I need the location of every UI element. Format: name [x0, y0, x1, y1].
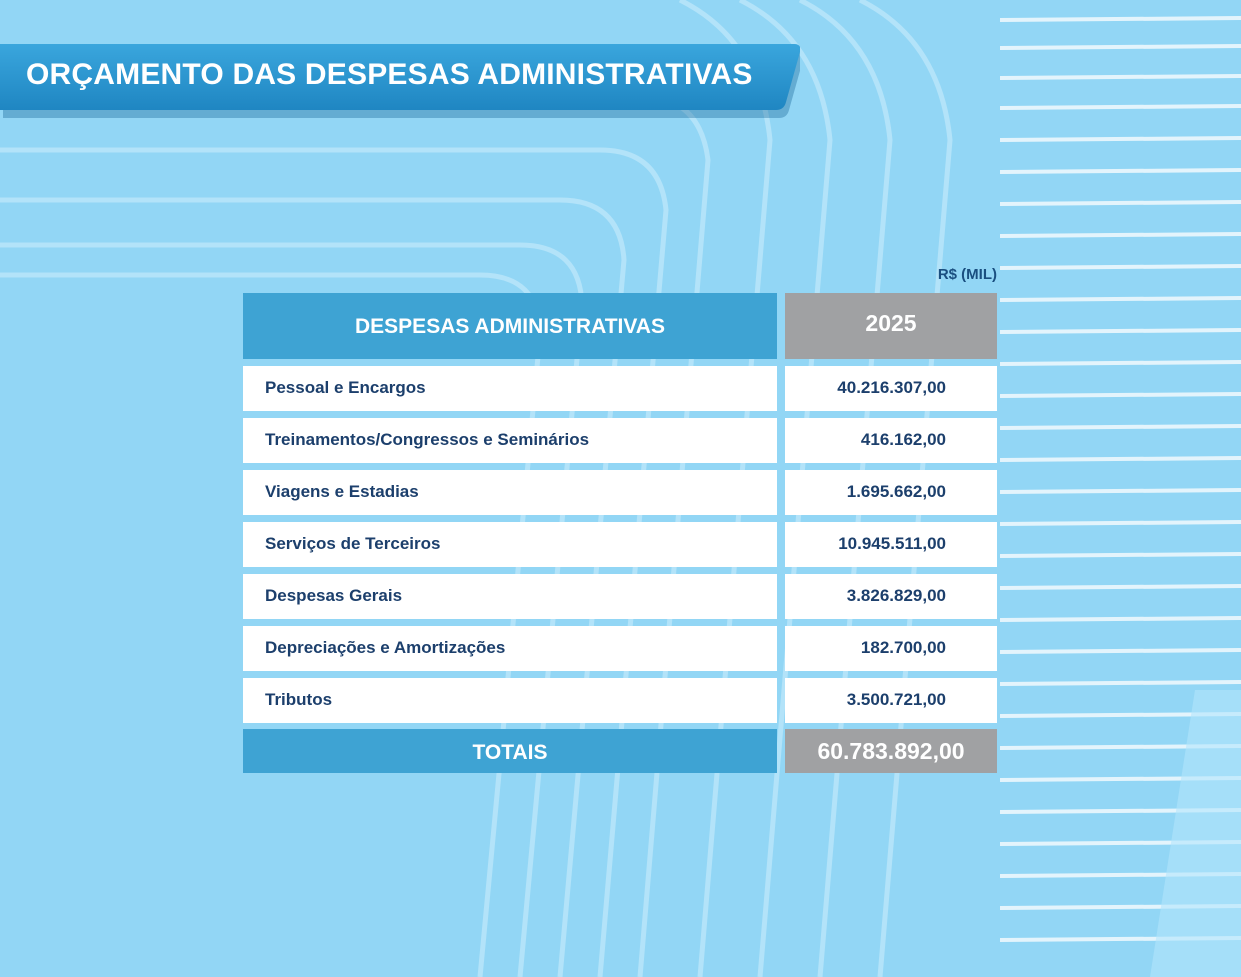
table-row-value: 10.945.511,00	[785, 522, 997, 567]
table-row-label: Tributos	[243, 678, 777, 723]
table-row-value: 1.695.662,00	[785, 470, 997, 515]
table-header-year: 2025	[785, 293, 997, 359]
table-row-label: Despesas Gerais	[243, 574, 777, 619]
unit-label: R$ (MIL)	[937, 266, 997, 283]
table-row-label: Viagens e Estadias	[243, 470, 777, 515]
totals-value: 60.783.892,00	[785, 729, 997, 773]
table-row-label: Pessoal e Encargos	[243, 366, 777, 411]
table-row-label: Depreciações e Amortizações	[243, 626, 777, 671]
table-row-value: 40.216.307,00	[785, 366, 997, 411]
totals-label: TOTAIS	[243, 729, 777, 773]
table-header-label: DESPESAS ADMINISTRATIVAS	[243, 293, 777, 359]
title-banner	[0, 44, 790, 114]
table-row-value: 416.162,00	[785, 418, 997, 463]
page-title: ORÇAMENTO DAS DESPESAS ADMINISTRATIVAS	[26, 58, 753, 91]
table-row-label: Serviços de Terceiros	[243, 522, 777, 567]
table-row-value: 3.500.721,00	[785, 678, 997, 723]
table-row-label: Treinamentos/Congressos e Seminários	[243, 418, 777, 463]
table-row-value: 3.826.829,00	[785, 574, 997, 619]
table-row-value: 182.700,00	[785, 626, 997, 671]
